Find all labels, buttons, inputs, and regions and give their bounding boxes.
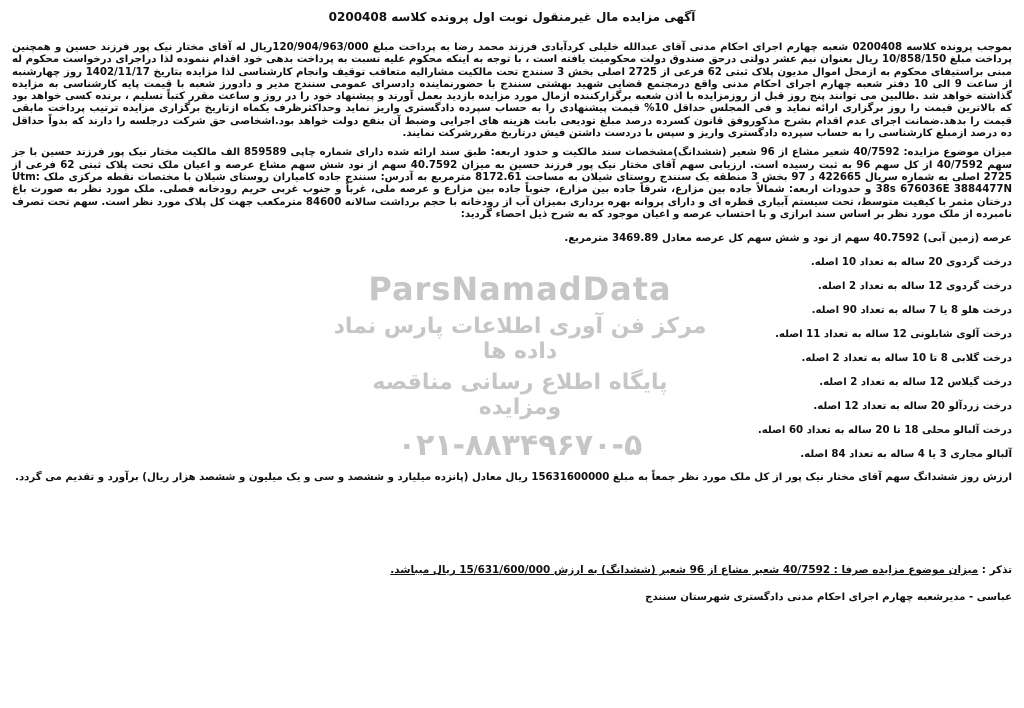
watermark-line1: مرکز فن آوری اطلاعات پارس نماد داده ها xyxy=(333,314,707,364)
watermark-line2: پایگاه اطلاع رسانی مناقصه ومزایده xyxy=(372,370,668,420)
list-item: درخت آلوی شابلونی 12 ساله به تعداد 11 اصله. xyxy=(775,329,1012,341)
list-item: درخت هلو 8 یا 7 ساله به تعداد 90 اصله. xyxy=(811,305,1012,317)
list-item: درخت گیلاس 12 ساله به تعداد 2 اصله. xyxy=(819,377,1012,389)
watermark-brand: ParsNamadData xyxy=(368,270,672,308)
list-item: آلبالو مجاری 3 یا 4 ساله به تعداد 84 اصله. xyxy=(800,449,1012,461)
auction-body-paragraph: بموجب پرونده کلاسه 0200408 شعبه چهارم اجرای احکام مدنی آقای عبدالله خلیلی کردآبادی فرزند محمد رضا به پرداخت مبلغ 120/904/963/000ریال له آقای مختار نیک پور فرزند حسین و همچنین پرداخت مبلغ 10/858/150 ریال بعنوان نیم عشر دولتی درحق صندوق دولت محکومیت یافته است ، با توجه به اینکه محکوم علیه نسبت به پرداخت بدهی خود اقدام ننموده لذا دراجرای درخواست محکوم له مبنی براستیفای محکوم به ازمحل اموال مدیون پلاک ثبتی 62 فرعی از 2725 اصلی بخش 3 سنندج تحت مالکیت مشارالیه متعاقب توقیف وانجام کارشناسی لذا مزایده بتاریخ 1402/11/17 روز چهارشنبه از ساعت 9 الی 10 دفتر شعبه چهارم اجرای احکام مدنی واقع درمجتمع قضایی شهید بهشتی سنندج با حضورنماینده دادسرای عمومی سنندج مدیر و دادورز شعبه با قیمت پایه کارشناسی به مزایده گذاشته خواهد شد .طالبین می توانند پنج روز قبل از روزمزایده با اذن شعبه برگزارکننده ازمال مورد مزایده بازدید بعمل آورند و پیشنهاد خود را در روز و ساعت مقرر کتباً تسلیم ، برنده کسی خواهد بود که بالاترین قیمت را روز برگزاری ارائه نماید و فی المجلس حداقل 10% قیمت پیشنهادی را به حساب سپرده دادگستری واریز نماید وحداکثرظرف یکماه ازتاریخ برگزاری مزایده ترتیب پرداخت مابقی قیمت را بدهد.ضمانت اجرای عدم اقدام بشرح مذکوروفق قانون کسرده درصد مبلغ تودیعی بابت هزینه های اجرایی وضبط آن بنفع دولت خواهد بود.اشخاصی حق شرکت درجلسه را دارند که بدواً حداقل ده درصد ازمبلغ کارشناسی را به حساب سپرده دادگستری واریز و سپس با دردست داشتن فیش درتاریخ مقررشرکت نمایند. xyxy=(12,42,1013,140)
watermark-phone: ۰۲۱-۸۸۳۴۹۶۷۰-۵ xyxy=(397,428,643,463)
list-item: درخت آلبالو محلی 18 تا 20 ساله به تعداد 60 اصله. xyxy=(757,425,1012,437)
note-text: میزان موضوع مزایده صرفا : 40/7592 شعیر مشاع از 96 شعیر (ششدانگ) به ارزش 15/631/600/000 ریال میباشد. xyxy=(390,564,979,577)
notice-page xyxy=(12,6,1012,702)
list-item: درخت گلابی 8 تا 10 ساله به تعداد 2 اصله. xyxy=(801,353,1012,365)
note-prefix: تذکر : xyxy=(978,564,1012,577)
valuation-line: ارزش روز ششدانگ سهم آقای مختار نیک پور از کل ملک مورد نظر جمعاً به مبلغ 15631600000 ریال معادل (پانزده میلیارد و ششصد و سی و یک میلیون و ششصد هزار ریال) برآورد و تقدیم می گردد. xyxy=(15,472,1012,484)
note-line xyxy=(12,563,1012,577)
list-item: درخت گردوی 12 ساله به تعداد 2 اصله. xyxy=(817,281,1012,293)
list-item: درخت زردآلو 20 ساله به تعداد 12 اصله. xyxy=(813,401,1012,413)
signature-line: عباسی - مدیرشعبه چهارم اجرای احکام مدنی دادگستری شهرستان سنندج xyxy=(645,592,1012,604)
list-item: درخت گردوی 20 ساله به تعداد 10 اصله. xyxy=(810,257,1012,269)
property-description-paragraph: میزان موضوع مزایده: 40/7592 شعیر مشاع از 96 شعیر (ششدانگ)مشخصات سند مالکیت و حدود اربعه: طبق سند ارائه شده دارای شماره چاپی 859589 الف مالکیت مختار نیک پور فرزند حسین با جز سهم 40/7592 از کل سهم 96 به ثبت رسیده است. ارزیابی سهم آقای مختار نیک پور فرزند حسین به میزان 40.7592 سهم از نود شش سهم مشاع عرصه و اعیان ملک تحت پلاک ثبتی 62 فرعی از 2725 اصلی به شماره سریال 422665 د 97 بخش 3 منطقه یک سنندج روستای شیلان به مساحت 8172.61 مترمربع به آدرس: سنندج جاده کامیاران روستای شیلان با مختصات نقطه مرکزی ملک Utm: 38s 676036E 3884477N و حدودات اربعه: شمالاً جاده بین مزارع، شرقاً جاده بین مزارع، جنوباً جاده بین مزارع و عرصه ملی، غرباً و جنوب غربی حریم رودخانه فصلی. ملک مورد نظر به صورت باغ درختان مثمر با کیفیت متوسط، تحت سیستم آبیاری قطره ای و دارای پروانه بهره برداری بمیزان آب از رودخانه با حجم برداشت سالانه 84600 مترمکعب جهت کل پلاک مورد نظر است. سهم تحت تصرف نامبرده از ملک مورد نظر بر اساس سند ابرازی و با احتساب عرصه و اعیان موجود که به شرح ذیل احصاء گردید: xyxy=(12,147,1013,220)
notice-title: آگهی مزایده مال غیرمنقول نوبت اول پرونده کلاسه 0200408 xyxy=(328,10,696,24)
list-item: عرصه (زمین آبی) 40.7592 سهم از نود و شش سهم کل عرصه معادل 3469.89 مترمربع. xyxy=(564,233,1012,245)
assets-list xyxy=(12,227,1012,467)
